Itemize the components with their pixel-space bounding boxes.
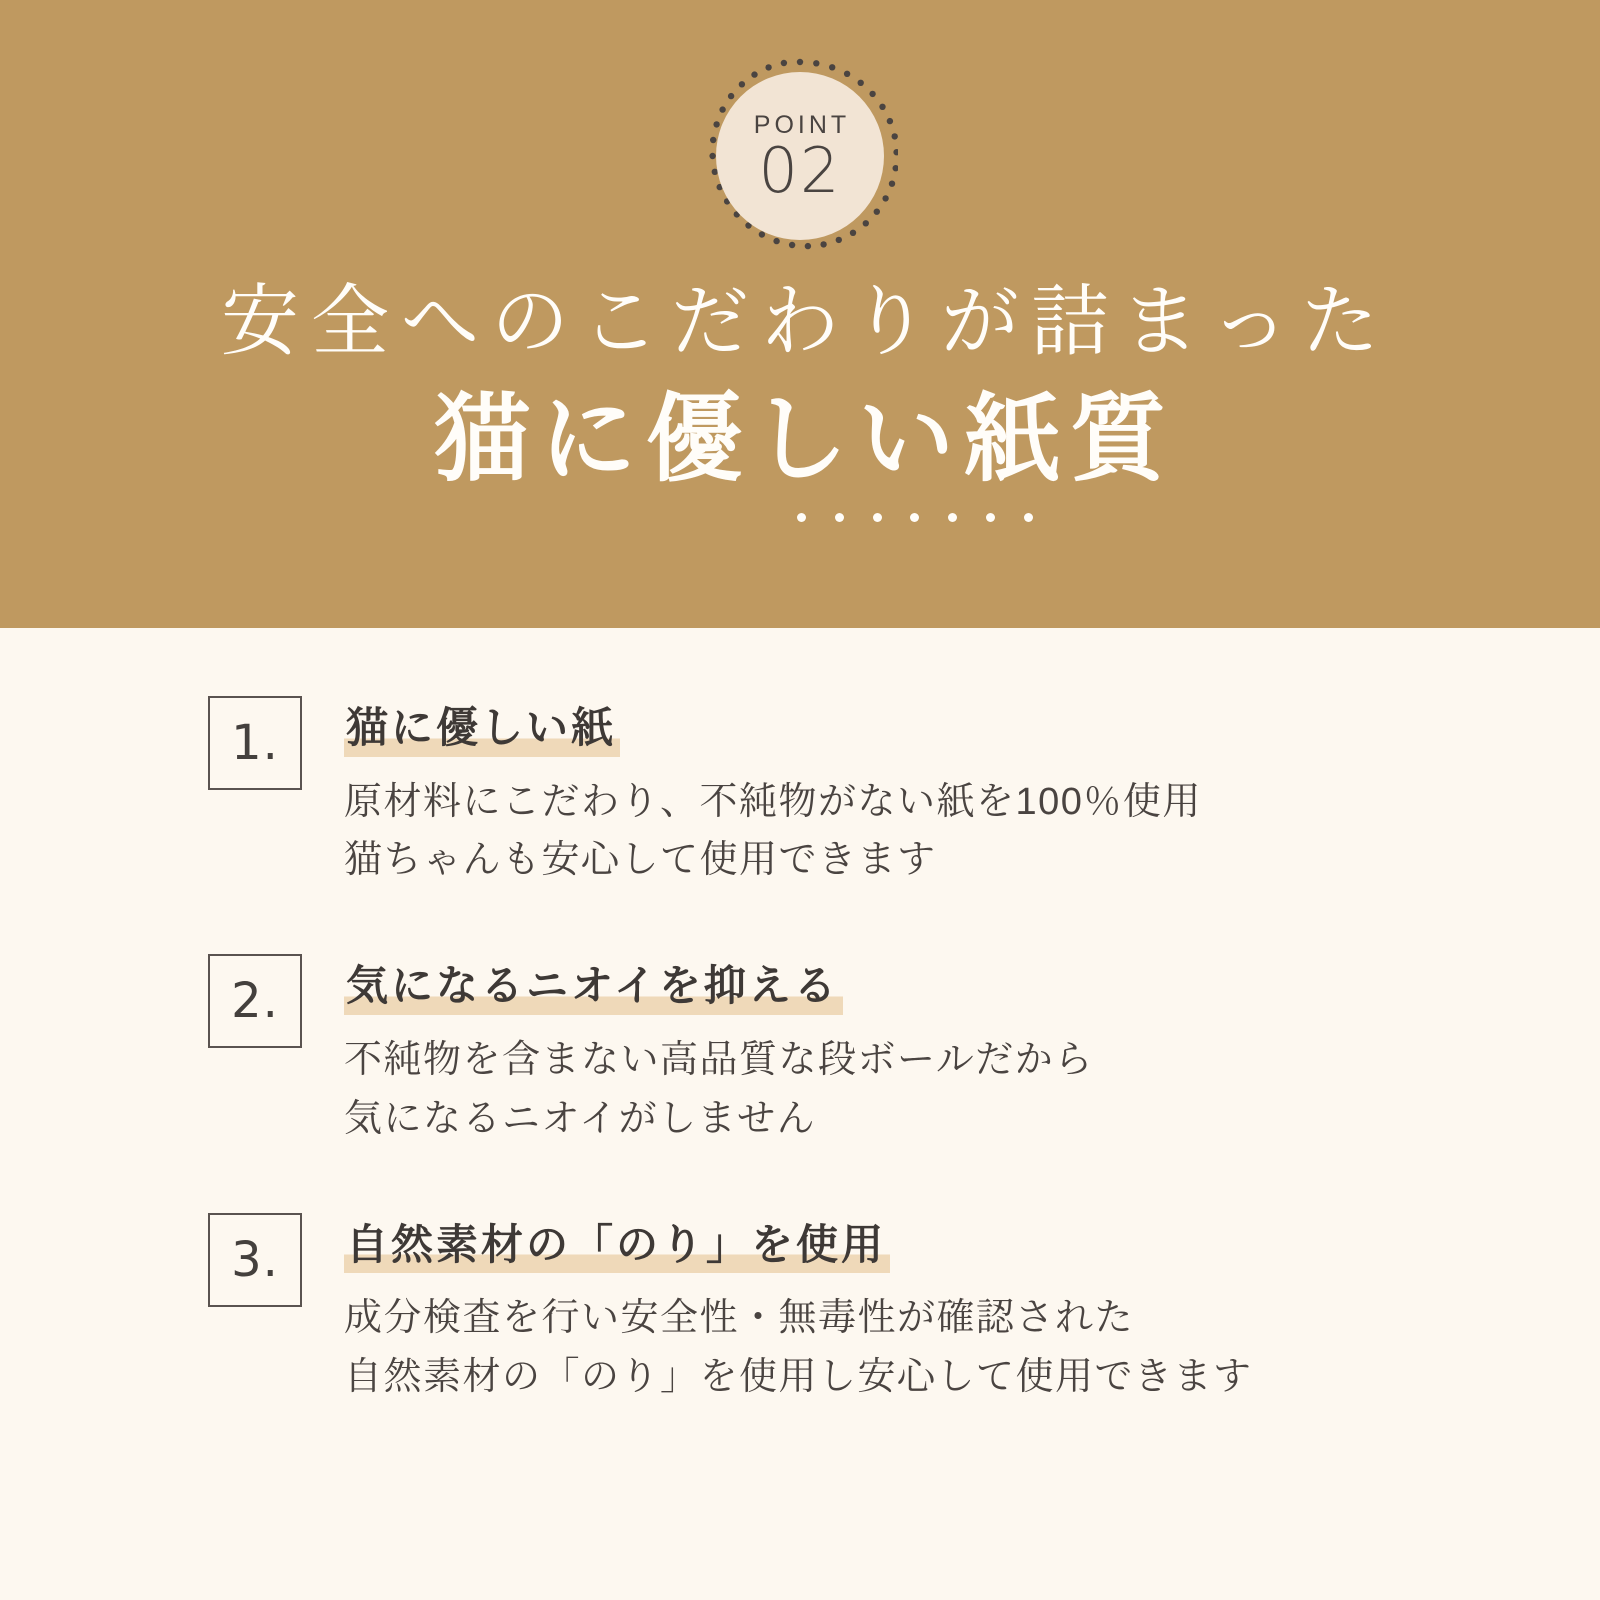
- item-body: [344, 1213, 1600, 1407]
- item-number-box: [208, 954, 302, 1048]
- badge-inner-circle: [716, 72, 884, 240]
- item-title: 猫に優しい紙: [344, 702, 620, 757]
- title-line-1: 安全へのこだわりが詰まった: [220, 277, 1391, 365]
- list-item: [0, 954, 1600, 1148]
- item-body: [344, 696, 1600, 890]
- item-body: [344, 954, 1600, 1148]
- item-description-line: 不純物を含まない高品質な段ボールだから: [344, 1038, 1094, 1081]
- list-item: [0, 696, 1600, 890]
- title-line-2: 猫に優しい紙質: [434, 385, 1176, 493]
- header-band: [0, 0, 1600, 628]
- item-description-line: 気になるニオイがしません: [344, 1097, 817, 1140]
- item-description-line: 自然素材の「のり」を使用し安心して使用できます: [344, 1355, 1253, 1398]
- item-description-line: 猫ちゃんも安心して使用できます: [344, 839, 937, 882]
- item-description: [344, 1289, 1600, 1407]
- item-description: [344, 1031, 1600, 1149]
- item-description: [344, 773, 1600, 891]
- title-underline-dots: [567, 513, 1033, 522]
- badge-label: POINT: [753, 111, 851, 140]
- item-title: 自然素材の「のり」を使用: [344, 1219, 890, 1274]
- point-badge: [702, 58, 898, 254]
- item-number-box: [208, 1213, 302, 1307]
- page-title: [0, 272, 1600, 522]
- points-list: [0, 628, 1600, 1407]
- badge-number: 02: [758, 134, 842, 208]
- item-number: 2.: [231, 973, 279, 1030]
- list-item: [0, 1213, 1600, 1407]
- item-description-line: 成分検査を行い安全性・無毒性が確認された: [344, 1297, 1135, 1340]
- item-number-box: [208, 696, 302, 790]
- item-description-line: 原材料にこだわり、不純物がない紙を100％使用: [344, 780, 1202, 823]
- item-number: 1.: [231, 715, 279, 771]
- item-title: 気になるニオイを抑える: [344, 960, 843, 1015]
- item-number: 3.: [231, 1231, 279, 1288]
